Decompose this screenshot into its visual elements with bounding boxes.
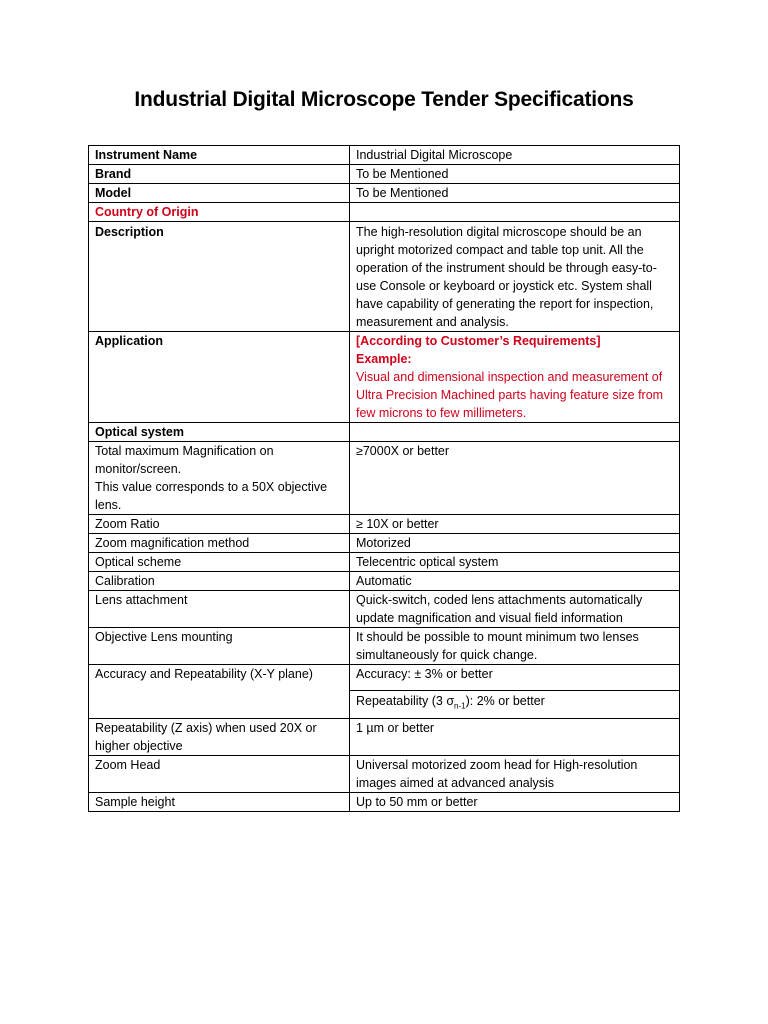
row-label-accuracy: Accuracy and Repeatability (X-Y plane): [89, 665, 350, 719]
table-row: [89, 515, 680, 534]
row-label-repeatability-z: Repeatability (Z axis) when used 20X or higher objective: [89, 719, 350, 756]
row-value-brand: To be Mentioned: [350, 165, 680, 184]
table-row: [89, 146, 680, 165]
application-example-text: Visual and dimensional inspection and measurement of Ultra Precision Machined parts having feature size from few microns to few millimeters.: [356, 370, 664, 420]
page-title: Industrial Digital Microscope Tender Specifications: [134, 88, 634, 111]
repeatability-suffix: ): 2% or better: [465, 694, 545, 708]
table-row: [89, 332, 680, 423]
row-label-zoom-ratio: Zoom Ratio: [89, 515, 350, 534]
row-label-lens-attachment: Lens attachment: [89, 591, 350, 628]
table-row: [89, 222, 680, 332]
row-value-description: The high-resolution digital microscope should be an upright motorized compact and table top unit. All the operation of the instrument should be through easy-to-use Console or keyboard or joystick etc. System shall have capability of generating the report for inspection, measurement and analysis.: [350, 222, 680, 332]
row-value-optical-scheme: Telecentric optical system: [350, 553, 680, 572]
row-value-sample-height: Up to 50 mm or better: [350, 793, 680, 812]
row-label-zoom-method: Zoom magnification method: [89, 534, 350, 553]
repeatability-prefix: Repeatability (3 σ: [356, 694, 455, 708]
magnification-label-line1: Total maximum Magnification on monitor/screen.: [95, 444, 274, 476]
row-value-magnification: ≥7000X or better: [350, 442, 680, 515]
row-label-brand: Brand: [89, 165, 350, 184]
row-value-origin: [350, 203, 680, 222]
spec-table: [88, 145, 680, 812]
row-value-repeatability-xy: [350, 691, 680, 719]
table-row: [89, 442, 680, 515]
repeatability-subscript: n-1: [454, 701, 466, 711]
row-value-model: To be Mentioned: [350, 184, 680, 203]
table-row: [89, 665, 680, 691]
table-row: [89, 572, 680, 591]
row-value-accuracy: Accuracy: ± 3% or better: [350, 665, 680, 691]
section-optical-system: Optical system: [89, 423, 350, 442]
row-label-model: Model: [89, 184, 350, 203]
row-value-application: [350, 332, 680, 423]
row-label-calibration: Calibration: [89, 572, 350, 591]
row-label-magnification: [89, 442, 350, 515]
row-value-zoom-method: Motorized: [350, 534, 680, 553]
section-optical-system-empty: [350, 423, 680, 442]
row-value-instrument: Industrial Digital Microscope: [350, 146, 680, 165]
row-label-zoom-head: Zoom Head: [89, 756, 350, 793]
table-row: [89, 534, 680, 553]
row-label-instrument: Instrument Name: [89, 146, 350, 165]
row-label-origin: Country of Origin: [89, 203, 350, 222]
row-value-zoom-ratio: ≥ 10X or better: [350, 515, 680, 534]
row-value-lens-attachment: Quick-switch, coded lens attachments automatically update magnification and visual field information: [350, 591, 680, 628]
table-row: [89, 628, 680, 665]
table-row: [89, 553, 680, 572]
table-row: [89, 719, 680, 756]
table-row: [89, 165, 680, 184]
row-label-optical-scheme: Optical scheme: [89, 553, 350, 572]
row-value-calibration: Automatic: [350, 572, 680, 591]
application-heading: [According to Customer’s Requirements]: [356, 334, 601, 348]
table-row: [89, 756, 680, 793]
row-value-lens-mounting: It should be possible to mount minimum two lenses simultaneously for quick change.: [350, 628, 680, 665]
row-label-application: Application: [89, 332, 350, 423]
row-label-description: Description: [89, 222, 350, 332]
row-value-repeatability-z: 1 µm or better: [350, 719, 680, 756]
row-label-sample-height: Sample height: [89, 793, 350, 812]
magnification-label-line2: This value corresponds to a 50X objective lens.: [95, 480, 328, 512]
table-row: [89, 203, 680, 222]
row-label-lens-mounting: Objective Lens mounting: [89, 628, 350, 665]
table-row: [89, 423, 680, 442]
row-value-zoom-head: Universal motorized zoom head for High-resolution images aimed at advanced analysis: [350, 756, 680, 793]
table-row: [89, 184, 680, 203]
application-example-label: Example:: [356, 352, 412, 366]
table-row: [89, 591, 680, 628]
table-row: [89, 793, 680, 812]
